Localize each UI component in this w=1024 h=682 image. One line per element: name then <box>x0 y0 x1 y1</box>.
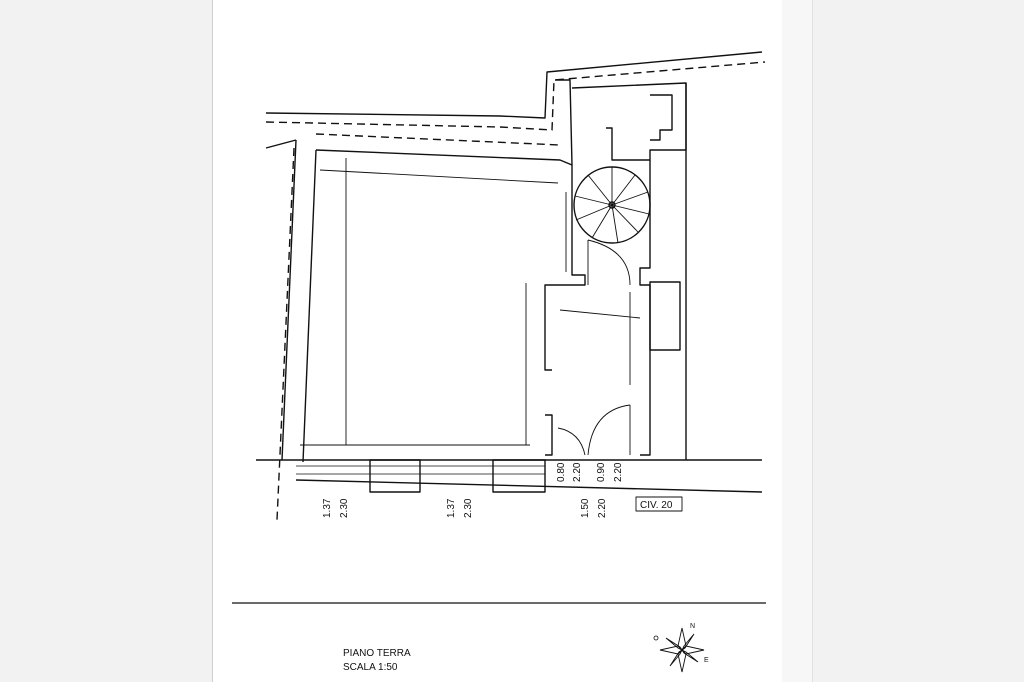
boundary-wall-outer-2 <box>266 62 765 130</box>
civic-number: CIV. 20 <box>640 500 673 511</box>
drawing-scale: SCALA 1:50 <box>343 662 398 673</box>
door-swing-small <box>558 428 585 455</box>
dim-height: 2.30 <box>339 498 350 518</box>
svg-text:E: E <box>704 657 709 664</box>
left-wall-inner <box>303 150 316 462</box>
drawing-title: PIANO TERRA <box>343 648 411 659</box>
dim-height: 2.20 <box>613 462 624 482</box>
dim-height: 2.20 <box>597 498 608 518</box>
facade-line-2 <box>296 480 762 492</box>
dim-height: 2.20 <box>572 462 583 482</box>
boundary-wall-outer <box>266 52 762 118</box>
dim-height: 2.30 <box>463 498 474 518</box>
compass-icon <box>654 623 709 672</box>
left-wall-top <box>266 140 296 148</box>
door-swing-upper <box>588 240 630 285</box>
room-top-wall <box>316 150 572 165</box>
dim-width: 0.80 <box>556 462 567 482</box>
dim-width: 1.37 <box>322 498 333 518</box>
dim-width: 1.37 <box>446 498 457 518</box>
corridor-left-lower <box>545 415 552 455</box>
svg-text:N: N <box>690 623 696 630</box>
facade-window-1 <box>370 460 420 492</box>
left-wall-dashed <box>277 148 294 520</box>
opening-dims <box>322 462 624 518</box>
stair-tower-steps <box>650 95 672 140</box>
dim-width: 0.90 <box>596 462 607 482</box>
dim-width: 1.50 <box>580 498 591 518</box>
stair-tower-left <box>555 80 572 165</box>
left-wall-outer <box>282 140 296 460</box>
door-swing-lower <box>588 405 630 455</box>
facade-window-2 <box>493 460 545 492</box>
corridor-right-wall <box>640 160 650 455</box>
side-window <box>650 282 680 350</box>
corridor-left-wall <box>545 165 585 370</box>
room-top-wall-dash <box>316 134 560 145</box>
